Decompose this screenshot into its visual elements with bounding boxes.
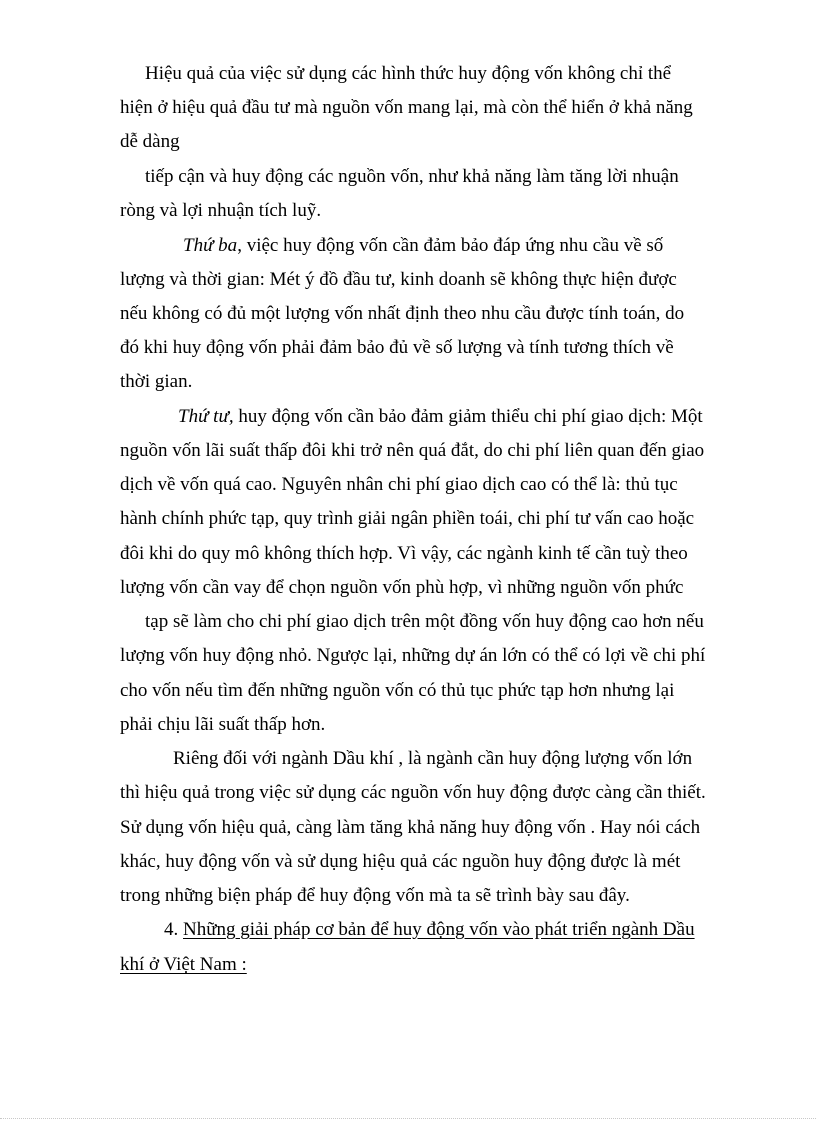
paragraph-2-line-1-text: , việc huy động vốn cần đảm bảo đáp ứng nhu cầu về số (237, 235, 664, 256)
section-heading-line-2: khí ở Việt Nam : (120, 954, 247, 975)
paragraph-2-line-3: nếu không có đủ một lượng vốn nhất định theo nhu cầu được tính toán, do (120, 303, 685, 324)
paragraph-4-line-3: Sử dụng vốn hiệu quả, càng làm tăng khả năng huy động vốn . Hay nói cách (120, 817, 701, 838)
paragraph-2-line-1 (183, 235, 663, 257)
paragraph-1-line-5: ròng và lợi nhuận tích luỹ. (120, 200, 322, 221)
paragraph-2-lead: Thứ ba (183, 235, 238, 256)
paragraph-2-line-2: lượng và thời gian: Mét ý đồ đầu tư, kinh doanh sẽ không thực hiện được (120, 269, 677, 290)
paragraph-4-line-1: Riêng đối với ngành Dầu khí , là ngành cần huy động lượng vốn lớn (173, 748, 693, 769)
paragraph-3-line-2: nguồn vốn lãi suất thấp đôi khi trở nên quá đắt, do chi phí liên quan đến giao (120, 440, 705, 461)
section-heading-text: Những giải pháp cơ bản để huy động vốn vào phát triển ngành Dầu (183, 919, 695, 940)
section-heading-line-1 (164, 919, 695, 941)
paragraph-1-line-2: hiện ở hiệu quả đầu tư mà nguồn vốn mang lại, mà còn thể hiển ở khả năng (120, 97, 693, 118)
paragraph-2-line-4: đó khi huy động vốn phải đảm bảo đủ về số lượng và tính tương thích về (120, 337, 674, 358)
paragraph-3-line-5: đôi khi do quy mô không thích hợp. Vì vậy, các ngành kinh tế cần tuỳ theo (120, 543, 688, 564)
paragraph-3-line-3: dịch về vốn quá cao. Nguyên nhân chi phí giao dịch cao có thể là: thủ tục (120, 474, 678, 495)
page-bottom-divider (0, 1118, 816, 1119)
paragraph-1-line-4: tiếp cận và huy động các nguồn vốn, như khả năng làm tăng lời nhuận (145, 166, 679, 187)
paragraph-3-line-8: lượng vốn huy động nhỏ. Ngược lại, những dự án lớn có thể có lợi về chi phí (120, 645, 706, 666)
paragraph-3-line-4: hành chính phức tạp, quy trình giải ngân phiền toái, chi phí tư vấn cao hoặc (120, 508, 695, 529)
paragraph-3-line-1-text: huy động vốn cần bảo đảm giảm thiểu chi phí giao dịch: Một (233, 406, 703, 427)
paragraph-3-lead: Thứ tư, (178, 406, 234, 427)
paragraph-3-line-10: phải chịu lãi suất thấp hơn. (120, 714, 326, 735)
paragraph-3-line-7: tạp sẽ làm cho chi phí giao dịch trên một đồng vốn huy động cao hơn nếu (145, 611, 704, 632)
paragraph-3-line-6: lượng vốn cần vay để chọn nguồn vốn phù hợp, vì những nguồn vốn phức (120, 577, 684, 598)
section-number: 4. (164, 919, 179, 940)
paragraph-4-line-5: trong những biện pháp để huy động vốn mà ta sẽ trình bày sau đây. (120, 885, 630, 906)
paragraph-1-line-3: dễ dàng (120, 131, 180, 152)
paragraph-4-line-4: khác, huy động vốn và sử dụng hiệu quả các nguồn huy động được là mét (120, 851, 681, 872)
paragraph-2-line-5: thời gian. (120, 371, 193, 392)
paragraph-3-line-1 (178, 406, 703, 428)
paragraph-3-line-9: cho vốn nếu tìm đến những nguồn vốn có thủ tục phức tạp hơn nhưng lại (120, 680, 675, 701)
paragraph-1-line-1: Hiệu quả của việc sử dụng các hình thức huy động vốn không chỉ thể (145, 63, 672, 84)
paragraph-4-line-2: thì hiệu quả trong việc sử dụng các nguồn vốn huy động được càng cần thiết. (120, 782, 706, 803)
